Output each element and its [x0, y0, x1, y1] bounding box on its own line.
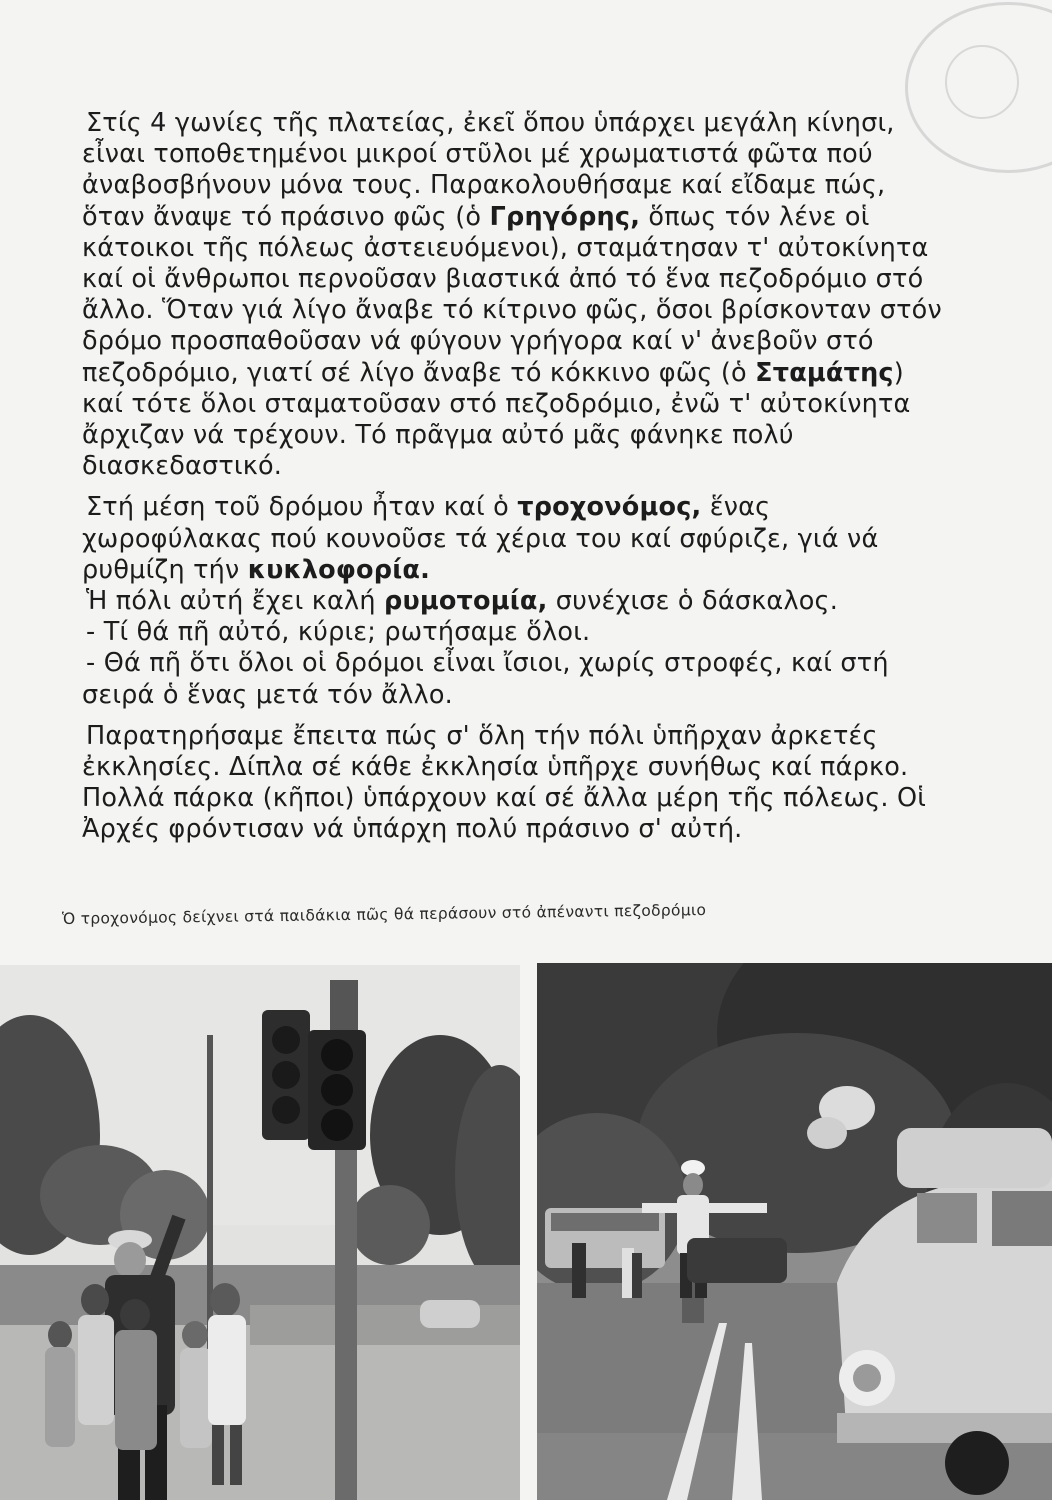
text-run: συνέχισε ὁ δάσκαλος. — [547, 586, 839, 617]
text-run: Παρατηρήσαμε ἔπειτα πώς σ' ὅλη τήν πόλι ὑπῆρχαν ἀρκετές ἐκκλησίες. Δίπλα σέ κάθε ἐκκλησία ὑπῆρχε συνήθως καί πάρκο. Πολλά πάρκα (κῆποι) ὑπάρχουν καί σέ ἄλλα μέρη τῆς πόλεως. Οἱ Ἀρχές φρόντισαν νά ὑπάρχη πολύ πράσινο σ' αὐτή. — [82, 720, 927, 845]
text-run: - Θά πῆ ὅτι ὅλοι οἱ δρόμοι εἶναι ἴσιοι, χωρίς στροφές, καί στή σειρά ὁ ἕνας μετά τόν ἄλλο. — [82, 648, 889, 710]
text-run: Ἡ πόλι αὐτή ἔχει καλή — [86, 586, 384, 617]
text-run: Στίς 4 γωνίες τῆς πλατείας, ἐκεῖ ὅπου ὑπάρχει μεγάλη κίνησι, εἶναι τοποθετημένοι μικροί στῦλοι μέ χρωματιστά φῶτα πού ἀναβοσβήνουν μόνα τους. Παρακολουθήσαμε καί εἴδαμε πώς, ὅταν ἄναψε τό πράσινο φῶς (ὁ — [82, 108, 895, 232]
text-run: ἕνας χωροφύλακας πού κουνοῦσε τά χέρια του καί σφύριζε, γιά νά ρυθμίζη τήν — [82, 492, 879, 585]
text-run: ὅπως τόν λένε οἱ κάτοικοι τῆς πόλεως ἀστειευόμενοι), σταμάτησαν τ' αὐτοκίνητα καί οἱ ἄνθρωποι περνοῦσαν βιαστικά ἀπό τό ἕνα πεζοδρόμιο στό ἄλλο. Ὅταν γιά λίγο ἄναβε τό κίτρινο φῶς, ὅσοι βρίσκονταν στόν δρόμο προσπαθοῦσαν νά φύγουν γρήγορα καί ν' ἀνεβοῦν στό πεζοδρόμιο, γιατί σέ λίγο ἄναβε τό κόκκινο φῶς (ὁ — [82, 201, 942, 388]
text-run: ) καί τότε ὅλοι σταματοῦσαν στό πεζοδρόμιο, ἐνῶ τ' αὐτοκίνητα ἄρχιζαν νά τρέχουν. Τό πρᾶγμα αὐτό μᾶς φάνηκε πολύ διασκεδαστικό. — [82, 357, 911, 482]
paragraph — [82, 648, 952, 710]
photo-caption: Ὁ τροχονόμος δείχνει στά παιδάκια πῶς θά περάσουν στό ἀπέναντι πεζοδρόμιο — [61, 901, 707, 928]
photo-policeman-with-children — [0, 965, 520, 1500]
bold-term: κυκλοφορία. — [247, 554, 430, 585]
paragraph — [82, 108, 952, 482]
paragraph — [82, 617, 952, 648]
text-run: - Τί θά πῆ αὐτό, κύριε; ρωτήσαμε ὅλοι. — [86, 617, 591, 648]
bold-term: τροχονόμος, — [517, 492, 702, 523]
text-run: Στή μέση τοῦ δρόμου ἦταν καί ὁ — [86, 492, 518, 523]
photo-policeman-directing-traffic — [537, 963, 1052, 1500]
bold-term: Γρηγόρης, — [489, 201, 641, 232]
library-stamp-emblem — [945, 45, 1019, 119]
bold-term: Σταμάτης — [755, 357, 894, 388]
paragraph — [82, 721, 952, 846]
body-text — [82, 108, 952, 846]
paragraph — [82, 586, 952, 617]
paragraph — [82, 492, 952, 586]
bold-term: ρυμοτομία, — [384, 586, 548, 617]
